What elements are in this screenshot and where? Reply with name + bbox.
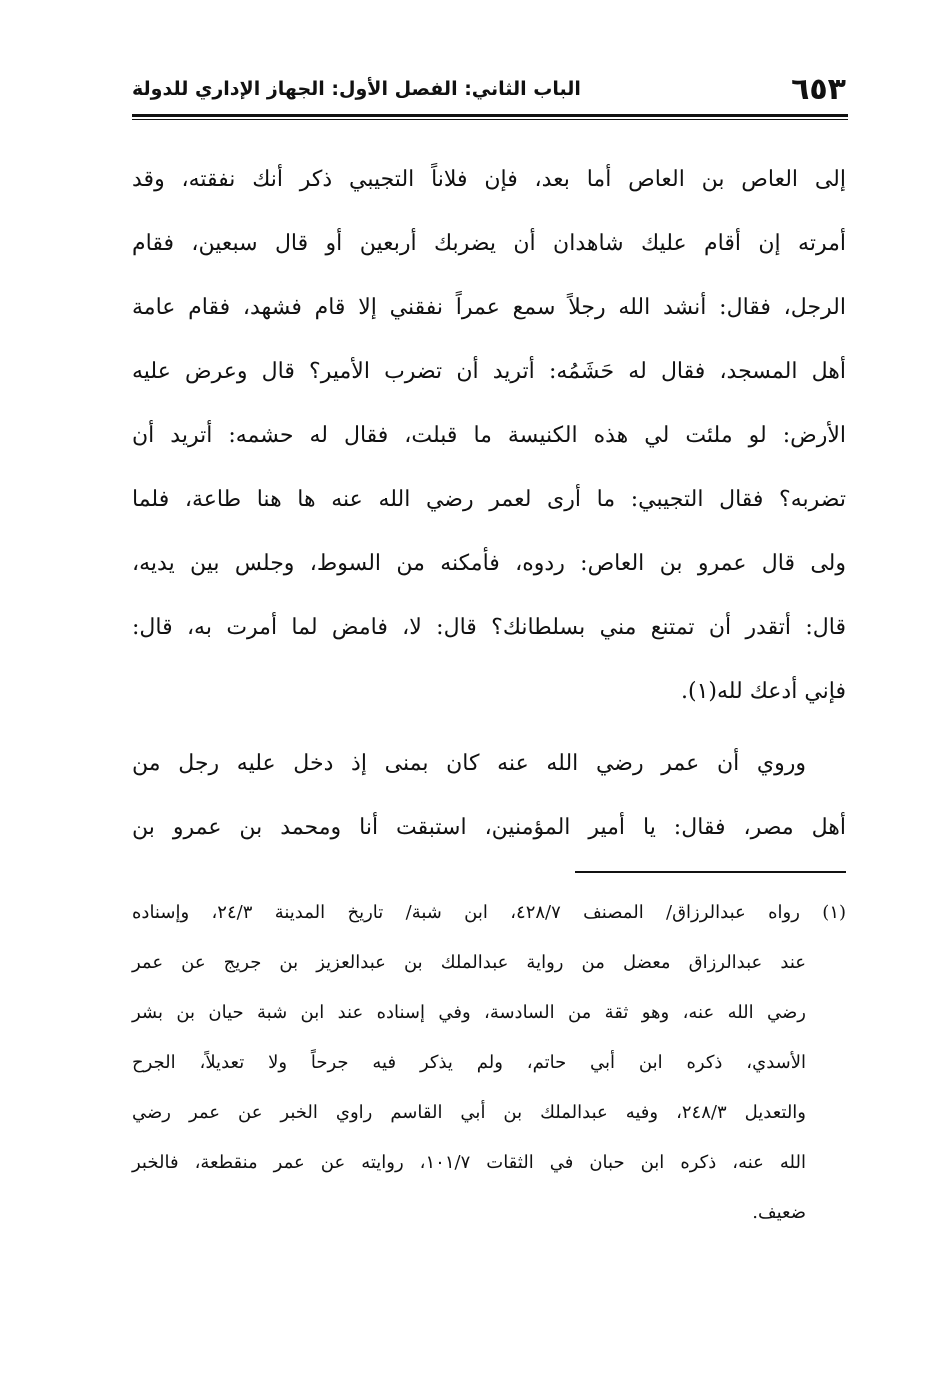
text-line: أمرته إن أقام عليك شاهدان أن يضربك أربعين أو قال سبعين، فقام [132, 231, 846, 256]
paragraph-1 [132, 148, 846, 724]
text-line: قال: أتقدر أن تمتنع مني بسلطانك؟ قال: لا، فامض لما أمرت به، قال: [132, 615, 846, 640]
footnote-1 [132, 888, 846, 1238]
footnote-line: رضي الله عنه، وهو ثقة من السادسة، وفي إسناده عند ابن شبة حيان بن بشر [132, 1002, 806, 1023]
footnote-line: الله عنه، ذكره ابن حبان في الثقات ١٠١/٧، روايته عن عمر منقطعة، فالخبر [132, 1152, 807, 1173]
text-line: أهل مصر، فقال: يا أمير المؤمنين، استبقت أنا ومحمد بن عمرو بن [132, 815, 846, 840]
footnote-line: (١) رواه عبدالرزاق/ المصنف ٤٢٨/٧، ابن شبة/ تاريخ المدينة ٢٤/٣، وإسناده [132, 902, 847, 923]
chapter-title: الباب الثاني: الفصل الأول: الجهاز الإداري للدولة [132, 78, 581, 100]
footnote-line: ضعيف. [752, 1202, 806, 1223]
text-line: الرجل، فقال: أنشد الله رجلاً سمع عمراً نفقني إلا قام فشهد، فقام عامة [132, 295, 846, 320]
text-line: فإني أدعك لله(١). [680, 679, 846, 704]
header-divider [132, 114, 848, 120]
paragraph-2 [132, 732, 846, 860]
footnote-line: عند عبدالرزاق معضل من رواية عبدالملك بن عبدالعزيز بن جريج عن عمر [132, 952, 806, 973]
running-header [132, 72, 846, 116]
footnote-line: الأسدي، ذكره ابن أبي حاتم، ولم يذكر فيه جرحاً ولا تعديلاً، الجرح [132, 1052, 806, 1073]
text-line: إلى العاص بن العاص أما بعد، فإن فلاناً التجيبي ذكر أنك نفقته، وقد [132, 167, 846, 192]
text-line: وروي أن عمر رضي الله عنه كان بمنى إذ دخل عليه رجل من [132, 751, 806, 776]
text-line: الأرض: لو ملئت لي هذه الكنيسة ما قبلت، فقال له حشمه: أتريد أن [132, 423, 846, 448]
footnote-separator [575, 871, 846, 873]
text-line: ولى قال عمرو بن العاص: ردوه، فأمكنه من السوط، وجلس بين يديه، [132, 551, 846, 576]
page-number: ٦٥٣ [791, 72, 846, 107]
text-line: أهل المسجد، فقال له حَشَمُه: أتريد أن تضرب الأمير؟ قال وعرض عليه [132, 359, 846, 384]
footnote-line: والتعديل ٢٤٨/٣، وفيه عبدالملك بن أبي القاسم راوي الخبر عن عمر رضي [132, 1102, 806, 1123]
text-line: تضربه؟ فقال التجيبي: ما أرى لعمر رضي الله عنه ها هنا طاعة، فلما [132, 487, 846, 512]
